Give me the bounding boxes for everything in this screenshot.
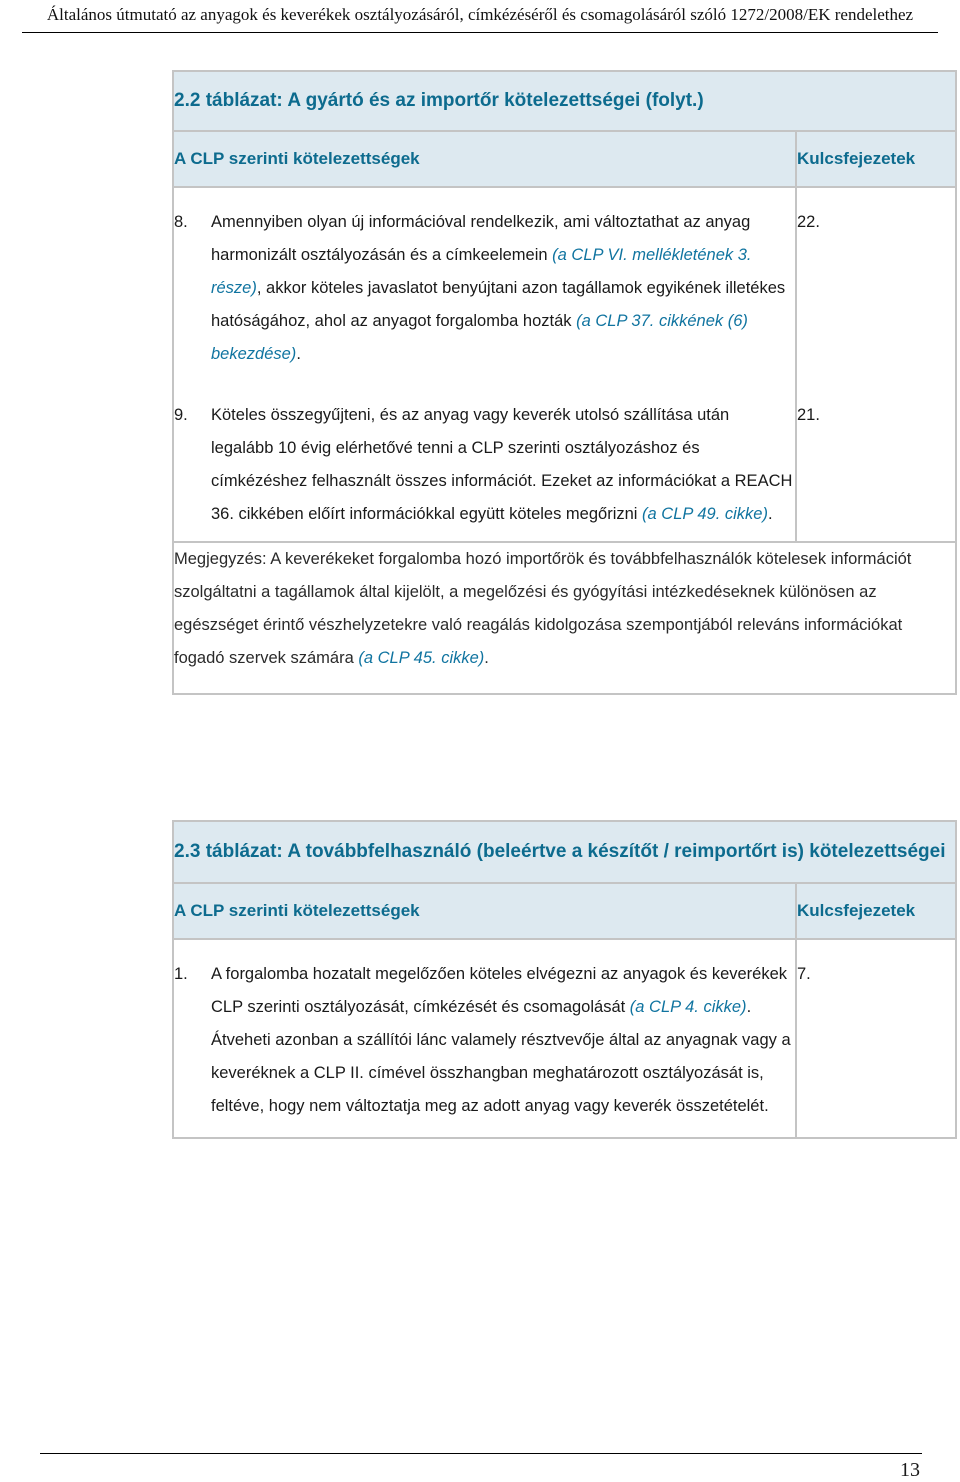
table-row xyxy=(174,187,955,381)
footer-divider xyxy=(40,1453,922,1454)
regulation-reference: (a CLP 45. cikke) xyxy=(358,649,485,667)
row-text: A forgalomba hozatalt megelőzően köteles elvégezni az anyagok és keverékek CLP szerinti osztályozását, címkézését és csomagolását (a CLP 4. cikke). Átveheti azonban a szállítói lánc valamely résztvevője által az anyagnak vagy a keveréknek a CLP II. címével összhangban meghatározott osztályozását is, feltéve, hogy nem változtatja meg az adott anyag vagy keverék összetételét. xyxy=(211,965,791,1115)
row-chapter: 22. xyxy=(796,187,955,381)
row-number: 9. xyxy=(174,406,188,424)
column-header-chapters: Kulcsfejezetek xyxy=(796,131,955,187)
column-header-obligations: A CLP szerinti kötelezettségek xyxy=(174,883,796,939)
table-row xyxy=(174,939,955,1137)
running-header: Általános útmutató az anyagok és keverékek osztályozásáról, címkézéséről és csomagolásáról szóló 1272/2008/EK rendelethez xyxy=(46,5,914,24)
row-number: 8. xyxy=(174,213,188,231)
page-number: 13 xyxy=(900,1459,920,1481)
table-row xyxy=(174,381,955,542)
row-text: Köteles összegyűjteni, és az anyag vagy keverék utolsó szállítása után legalább 10 évig elérhetővé tenni a CLP szerinti osztályozáshoz és címkézéshez felhasznált összes információt. Ezeket az információkat a REACH 36. cikkében előírt információkkal együtt köteles megőrizni (a CLP 49. cikke). xyxy=(211,406,793,523)
row-text: Amennyiben olyan új információval rendelkezik, ami változtathat az anyag harmonizált osztályozásán és a címkeelemein (a CLP VI. mellékletének 3. része), akkor köteles javaslatot benyújtani azon tagállamok egyikének illetékes hatóságához, ahol az anyagot forgalomba hozták (a CLP 37. cikkének (6) bekezdése). xyxy=(211,213,786,363)
regulation-reference: (a CLP 49. cikke) xyxy=(642,505,768,523)
table-note: Megjegyzés: A keverékeket forgalomba hozó importőrök és továbbfelhasználók kötelesek információt szolgáltatni a tagállamok által kijelölt, a megelőzési és gyógyítási intézkedéseknek különösen az egészséget érintő vészhelyzetekre való reagálás kidolgozása szempontjából releváns információkat fogadó szervek számára (a CLP 45. cikke). xyxy=(174,542,955,693)
regulation-reference: (a CLP VI. mellékletének 3. része) xyxy=(211,246,752,297)
row-chapter: 7. xyxy=(796,939,955,1137)
table-title: 2.2 táblázat: A gyártó és az importőr kötelezettségei (folyt.) xyxy=(174,72,955,131)
regulation-reference: (a CLP 37. cikkének (6) bekezdése) xyxy=(211,312,748,363)
header-divider xyxy=(22,32,938,33)
regulation-reference: (a CLP 4. cikke) xyxy=(629,998,747,1016)
row-number: 1. xyxy=(174,965,188,983)
column-header-chapters: Kulcsfejezetek xyxy=(796,883,955,939)
table-2-3 xyxy=(172,820,957,1139)
table-title: 2.3 táblázat: A továbbfelhasználó (beleértve a készítőt / reimportőrt is) kötelezettségei xyxy=(174,822,955,883)
table-2-2 xyxy=(172,70,957,695)
column-header-obligations: A CLP szerinti kötelezettségek xyxy=(174,131,796,187)
row-chapter: 21. xyxy=(796,381,955,542)
